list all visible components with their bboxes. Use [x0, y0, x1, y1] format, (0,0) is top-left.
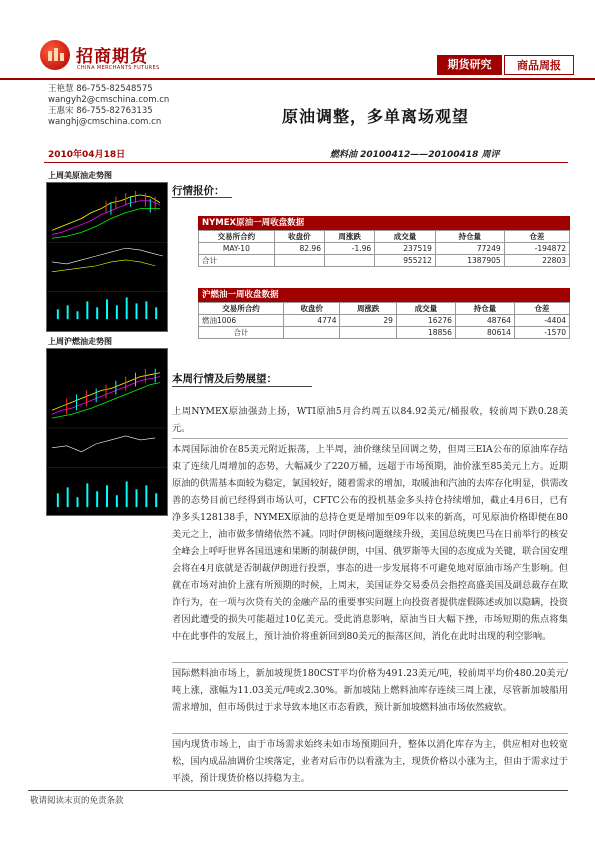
report-subtitle: 燃料油 20100412——20100418 周评 [330, 150, 500, 160]
table-cell: 燃油1006 [199, 315, 284, 327]
shfe-table-title: 沪燃油一周收盘数据 [198, 288, 570, 302]
chart-2-title: 上周沪燃油走势图 [48, 337, 112, 346]
table-cell: 82.96 [274, 243, 324, 255]
paragraph-3: 国际燃料油市场上，新加坡现货180CST平均价格为491.23美元/吨，较前周平均价480.20美元/吨上涨，涨幅为11.03美元/吨或2.30%。新加坡陆上燃料油库存连续三周上涨，尽管新加坡船用需求增加，但市场供过于求导致本地区市态看跌，预计新加坡燃料油市场依然疲软。 [172, 668, 568, 713]
company-logo-icon [40, 40, 70, 70]
table-cell [274, 255, 324, 267]
table-cell: 合计 [199, 255, 275, 267]
table-cell: 18856 [396, 327, 455, 339]
table-cell: 22803 [504, 255, 569, 267]
review-section-title: 本周行情及后势展望： [172, 373, 277, 385]
table-row [199, 243, 570, 255]
table-cell: 48764 [455, 315, 514, 327]
table-header-cell: 持仓量 [435, 231, 504, 243]
disclaimer-link[interactable]: 敬请阅读末页的免责条款 [30, 796, 124, 806]
footer-rule [28, 790, 568, 791]
company-name-en: CHINA MERCHANTS FUTURES [77, 65, 160, 71]
table-cell: 4774 [284, 315, 340, 327]
paragraph-4: 国内现货市场上，由于市场需求始终未如市场预期回升，整体以消化库存为主，供应相对也较宽松，国内成品油调价尘埃落定，业者对后市仍以看涨为主，现货价格以小涨为主，但由于需求过于平淡，预计现货价格以持稳为主。 [172, 739, 568, 784]
title-rule [44, 162, 568, 163]
fuel-oil-chart [46, 348, 168, 516]
crude-oil-chart [46, 182, 168, 332]
paragraph-rule [172, 438, 568, 439]
table-header-cell: 成交量 [396, 303, 455, 315]
table-cell: 1387905 [435, 255, 504, 267]
report-title: 原油调整，多单离场观望 [282, 107, 470, 126]
table-cell [340, 327, 396, 339]
table-header-cell: 交易所合约 [199, 303, 284, 315]
table-header-cell: 仓差 [514, 303, 569, 315]
table-cell: MAY-10 [199, 243, 275, 255]
analyst-1-email[interactable]: wangyh2@cmschina.com.cn [48, 95, 170, 105]
table-header-row [199, 231, 570, 243]
analyst-2-phone: 王惠宋 86-755-82763135 [48, 106, 153, 116]
category-weekly: 商品周报 [504, 55, 574, 75]
table-cell: 237519 [375, 243, 436, 255]
analyst-2-email[interactable]: wanghj@cmschina.com.cn [48, 117, 162, 127]
quote-section-title: 行情报价： [172, 185, 225, 197]
table-cell [284, 327, 340, 339]
quote-section-rule [172, 197, 232, 198]
shfe-table [198, 302, 570, 339]
table-header-row [199, 303, 570, 315]
table-header-cell: 交易所合约 [199, 231, 275, 243]
table-cell: -194872 [504, 243, 569, 255]
table-cell: -1.96 [324, 243, 374, 255]
paragraph-rule [172, 662, 568, 663]
paragraph-1: 上周NYMEX原油强劲上扬，WTI原油5月合约周五以84.92美元/桶报收，较前周下跌0.28美元。 [172, 406, 568, 434]
table-header-cell: 周涨跌 [340, 303, 396, 315]
table-header-cell: 收盘价 [274, 231, 324, 243]
report-date: 2010年04月18日 [48, 150, 126, 160]
table-cell: -1570 [514, 327, 569, 339]
table-cell: 80614 [455, 327, 514, 339]
header-rule [0, 78, 595, 80]
table-cell: 29 [340, 315, 396, 327]
category-research: 期货研究 [437, 55, 502, 75]
table-row [199, 255, 570, 267]
table-header-cell: 持仓量 [455, 303, 514, 315]
table-cell: 77249 [435, 243, 504, 255]
table-header-cell: 仓差 [504, 231, 569, 243]
paragraph-rule [172, 733, 568, 734]
paragraph-2: 本周国际油价在85美元附近振荡，上半周，油价继续呈回调之势，但周三EIA公布的原油库存结束了连续几周增加的态势，大幅减少了220万桶，远超于市场预期，油价涨至85美元上方。近期原油的供需基本面较为稳定，氯国较好，随着需求的增加，取暖油和汽油的去库存化明显，供需改善的态势目前已经得到市场认可，CFTC公布的投机基金多头持仓持续增加，截止4月6日，已有净多头128138手，NYMEX原油的总持仓更是增加至09年以来的新高，可见原油价格即便在80美元之上，油市做多情绪依然不减。同时伊朗核问题继续升级，美国总统奥巴马在日前举行的核安全峰会上呼吁世界各国迅速和果断的制裁伊朗，中国、俄罗斯等大国的态度成为关键，联合国安理会将在4月底就是否制裁伊朗进行投票，事态的进一步发展将不可避免地对原油市场产生影响。但就在市场对油价上涨有所预期的时候，上周末，美国证券交易委员会指控高盛美国及副总裁存在欺诈行为，在一项与次贷有关的金融产品的重要事实问题上向投资者提供虚假陈述或加以隐瞒，投资者因此遭受的损失可能超过10亿美元。受此消息影响，原油当日大幅下挫，市场短期的焦点将集中在此事件的发展上，预计油价将重新回到80美元的振荡区间，消化在此时出现的利空影响。 [172, 444, 568, 642]
table-cell [324, 255, 374, 267]
table-row [199, 327, 570, 339]
company-name: 招商期货 [76, 47, 148, 67]
review-section-rule [172, 386, 312, 387]
table-cell: 16276 [396, 315, 455, 327]
table-row [199, 315, 570, 327]
table-cell: 955212 [375, 255, 436, 267]
table-cell: -4404 [514, 315, 569, 327]
nymex-table [198, 230, 570, 267]
chart-1-title: 上周美原油走势图 [48, 171, 112, 180]
analyst-1-phone: 王艳慧 86-755-82548575 [48, 84, 153, 94]
table-header-cell: 收盘价 [284, 303, 340, 315]
table-cell: 合计 [199, 327, 284, 339]
nymex-table-title: NYMEX原油一周收盘数据 [198, 216, 570, 230]
table-header-cell: 成交量 [375, 231, 436, 243]
table-header-cell: 周涨跌 [324, 231, 374, 243]
